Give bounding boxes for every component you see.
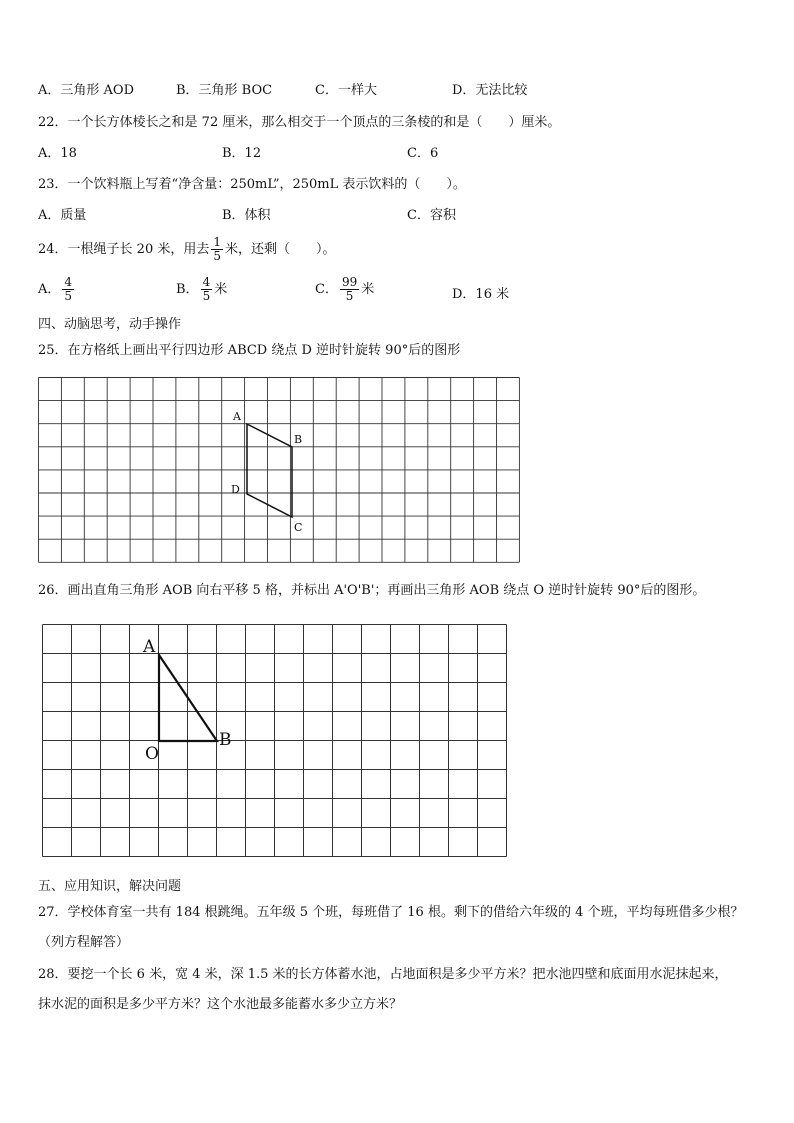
q22-option-a: A．18 [38, 146, 77, 161]
q24-option-c-fraction [340, 276, 359, 303]
q23-option-b: B．体积 [222, 208, 271, 223]
q23-stem: 23．一个饮料瓶上写着“净含量：250mL”，250mL 表示饮料的（ ）。 [38, 177, 466, 192]
q25-stem: 25．在方格纸上画出平行四边形 ABCD 绕点 D 逆时针旋转 90°后的图形 [38, 343, 461, 358]
q24-stem-pre: 24．一根绳子长 20 米，用去 [38, 242, 210, 257]
q23-option-c: C．容积 [407, 208, 456, 223]
q24-option-b-den: 5 [202, 289, 211, 303]
q24-option-a-den: 5 [64, 289, 73, 303]
q24-option-d: D．16 米 [452, 287, 510, 302]
q24-option-a-label: A． [38, 282, 61, 297]
q26-label-o: O [145, 744, 159, 764]
q24-stem-post: 米，还剩（ ）。 [225, 242, 336, 257]
parallelogram-abcd [247, 424, 292, 517]
q25-grid [38, 377, 522, 566]
q23-option-a: A．质量 [38, 208, 87, 223]
q24-option-c-num: 99 [341, 275, 358, 289]
q24-fraction-den: 5 [213, 249, 221, 263]
q25-label-b: B [294, 433, 303, 446]
q27-line1: 27．学校体育室一共有 184 根跳绳。五年级 5 个班，每班借了 16 根。剩下的借给六年级的 4 个班，平均每班借多少根？ [38, 905, 744, 920]
q22-option-c: C．6 [407, 146, 439, 161]
q25-label-a: A [233, 410, 241, 423]
q25-label-c: C [294, 521, 303, 534]
q24-option-b [176, 276, 227, 303]
q24-fraction-num: 1 [213, 235, 221, 249]
q24-option-c-unit: 米 [361, 282, 375, 297]
q24-option-b-unit: 米 [214, 282, 228, 297]
q21-option-b: B．三角形 BOC [176, 83, 273, 98]
q24-option-a [38, 276, 76, 303]
q22-stem: 22．一个长方体棱长之和是 72 厘米，那么相交于一个顶点的三条棱的和是（ ）厘米。 [38, 115, 561, 130]
section4-title: 四、动脑思考，动手操作 [38, 317, 182, 332]
q21-option-a: A．三角形 AOD [38, 83, 134, 98]
q24-option-c-label: C． [315, 282, 338, 297]
q26-stem: 26．画出直角三角形 AOB 向右平移 5 格，并标出 A'O'B'；再画出三角形 AOB 绕点 O 逆时针旋转 90°后的图形。 [38, 583, 706, 598]
q26-label-a: A [143, 637, 156, 657]
q24-option-a-fraction [62, 276, 74, 303]
q24-option-b-label: B． [176, 282, 199, 297]
q24-option-b-num: 4 [202, 275, 211, 289]
q21-option-c: C．一样大 [315, 83, 377, 98]
q21-option-d: D．无法比较 [452, 83, 528, 98]
q24-option-c-den: 5 [345, 289, 354, 303]
section5-title: 五、应用知识，解决问题 [38, 879, 182, 894]
q25-label-d: D [231, 483, 240, 496]
q24-stem [38, 236, 336, 263]
q24-option-b-fraction [201, 276, 213, 303]
q28-line2: 抹水泥的面积是多少平方米？这个水池最多能蓄水多少立方米？ [38, 997, 403, 1012]
q24-option-c [315, 276, 374, 303]
q22-option-b: B．12 [222, 146, 262, 161]
q25-grid-lines [39, 378, 520, 563]
q27-line2: （列方程解答） [38, 935, 130, 950]
q26-grid-lines [43, 625, 507, 857]
q26-grid [42, 624, 510, 860]
q24-option-a-num: 4 [64, 275, 73, 289]
q26-label-b: B [219, 730, 232, 750]
q24-fraction [211, 236, 223, 263]
q28-line1: 28．要挖一个长 6 米，宽 4 米，深 1.5 米的长方体蓄水池，占地面积是多少平方米？把水池四壁和底面用水泥抹起来， [38, 967, 728, 982]
